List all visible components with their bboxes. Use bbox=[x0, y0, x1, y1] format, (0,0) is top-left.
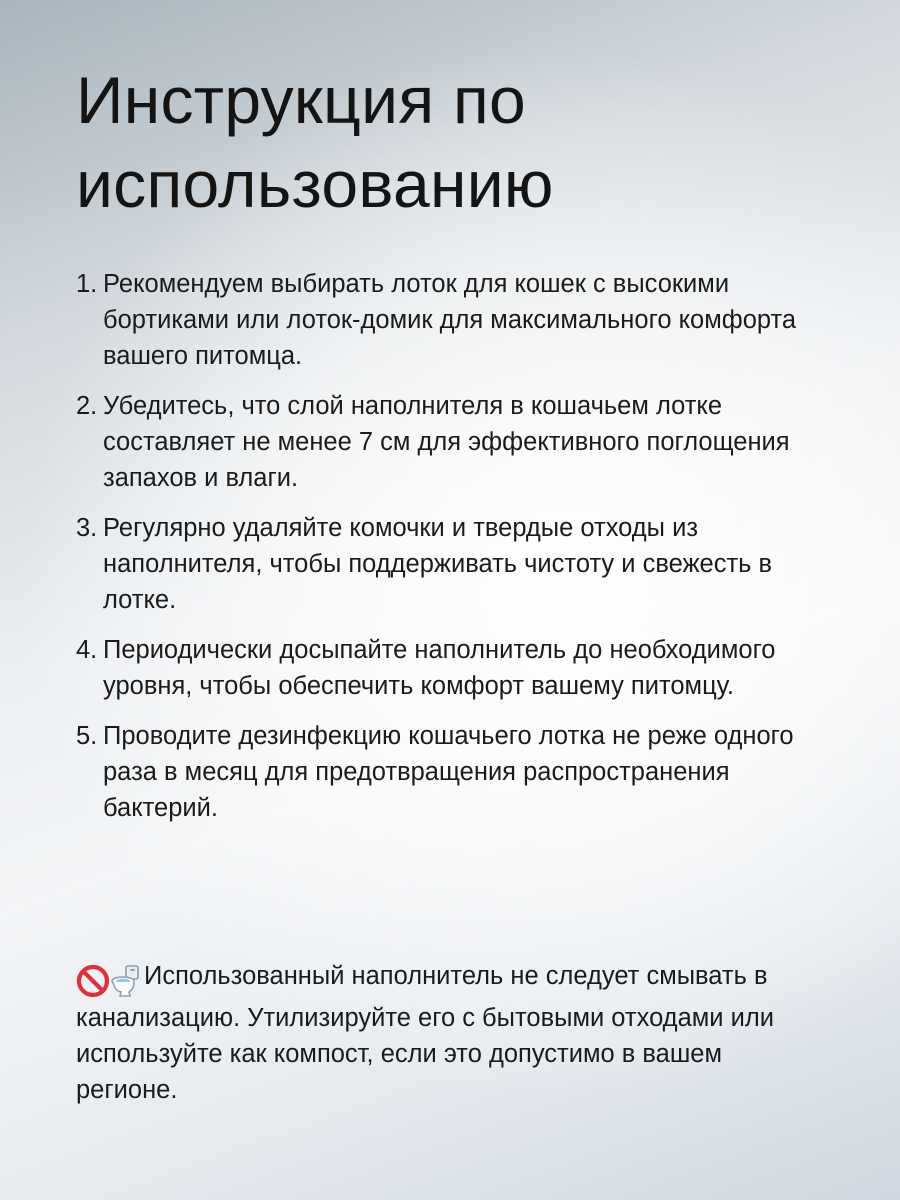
instruction-steps-list bbox=[76, 266, 836, 840]
warning-icons bbox=[76, 964, 142, 1000]
step-text: Рекомендуем выбирать лоток для кошек с высокими бортиками или лоток-домик для максимального комфорта вашего питомца. bbox=[103, 270, 797, 370]
instruction-step-4 bbox=[76, 632, 836, 704]
step-number: 2. bbox=[76, 392, 98, 420]
instruction-step-2 bbox=[76, 388, 836, 496]
disposal-warning-note bbox=[76, 958, 796, 1108]
instruction-step-1 bbox=[76, 266, 836, 374]
toilet-icon bbox=[110, 964, 142, 998]
prohibited-icon bbox=[76, 964, 110, 998]
step-text: Убедитесь, что слой наполнителя в кошачьем лотке составляет не менее 7 см для эффективного поглощения запахов и влаги. bbox=[103, 392, 790, 492]
step-number: 3. bbox=[76, 514, 98, 542]
step-text: Регулярно удаляйте комочки и твердые отходы из наполнителя, чтобы поддерживать чистоту и свежесть в лотке. bbox=[103, 514, 773, 614]
step-text: Проводите дезинфекцию кошачьего лотка не реже одного раза в месяц для предотвращения распространения бактерий. bbox=[103, 722, 794, 822]
step-number: 5. bbox=[76, 722, 98, 750]
step-text: Периодически досыпайте наполнитель до необходимого уровня, чтобы обеспечить комфорт вашему питомцу. bbox=[103, 636, 776, 700]
note-text: Использованный наполнитель не следует смывать в канализацию. Утилизируйте его с бытовыми отходами или используйте как компост, если это допустимо в вашем регионе. bbox=[76, 961, 774, 1104]
instruction-step-3 bbox=[76, 510, 836, 618]
page-title: Инструкция по использованию bbox=[76, 63, 554, 221]
step-number: 4. bbox=[76, 636, 98, 664]
step-number: 1. bbox=[76, 270, 98, 298]
instruction-step-5 bbox=[76, 718, 836, 826]
